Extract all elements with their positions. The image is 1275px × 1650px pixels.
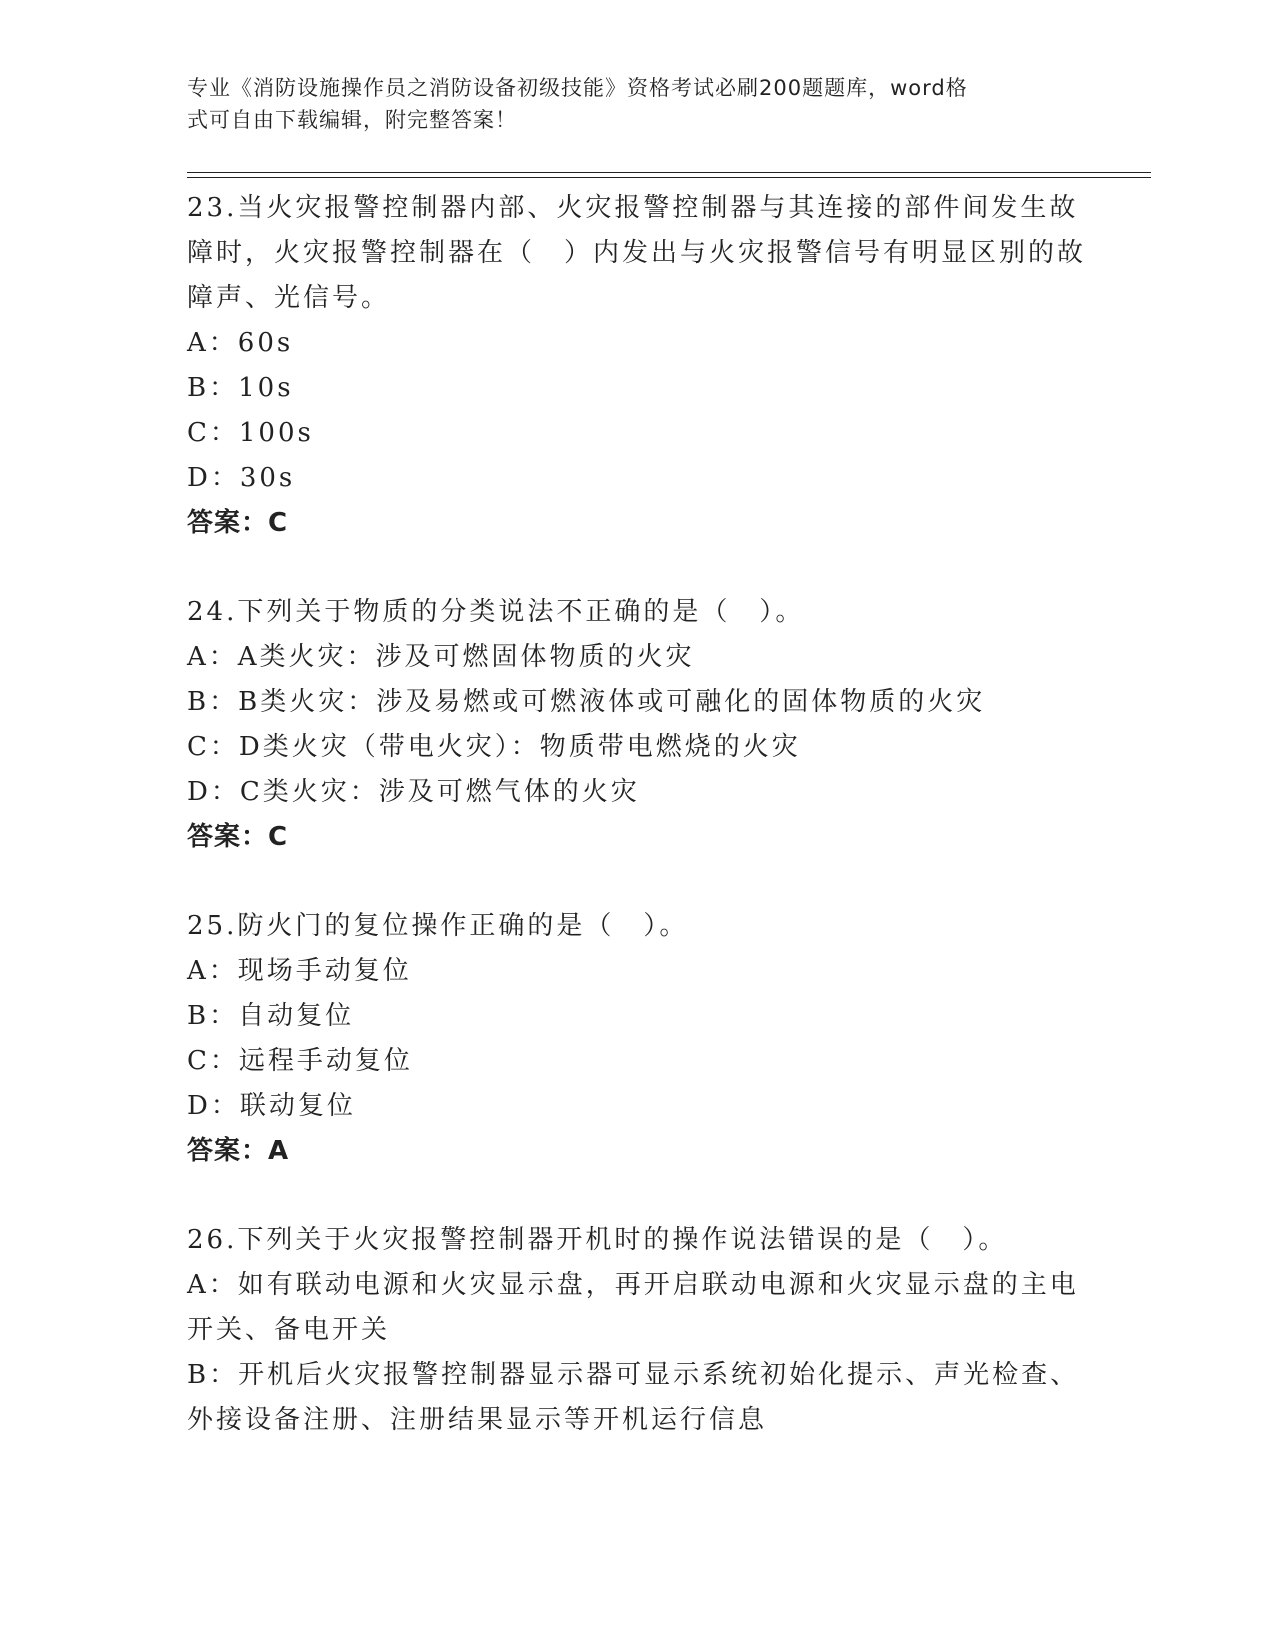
header-divider-top bbox=[187, 172, 1151, 173]
option-b: B：B类火灾：涉及易燃或可燃液体或可融化的固体物质的火灾 bbox=[187, 687, 986, 717]
question-25 bbox=[187, 904, 1087, 1174]
header-line-2: 式可自由下载编辑，附完整答案！ bbox=[187, 108, 517, 132]
answer: 答案：A bbox=[187, 1136, 290, 1166]
option-c: C：100s bbox=[187, 418, 314, 448]
question-24 bbox=[187, 590, 1087, 860]
question-text: 26.下列关于火灾报警控制器开机时的操作说法错误的是（ ）。 bbox=[187, 1225, 1008, 1255]
option-b: B：10s bbox=[187, 373, 294, 403]
question-list bbox=[187, 186, 1087, 1487]
option-b: B：开机后火灾报警控制器显示器可显示系统初始化提示、声光检查、外接设备注册、注册结果显示等开机运行信息 bbox=[187, 1360, 1080, 1435]
option-d: D：C类火灾：涉及可燃气体的火灾 bbox=[187, 777, 640, 807]
option-c: C：D类火灾（带电火灾）：物质带电燃烧的火灾 bbox=[187, 732, 801, 762]
document-header bbox=[187, 72, 1067, 136]
option-c: C：远程手动复位 bbox=[187, 1046, 413, 1076]
question-text: 24.下列关于物质的分类说法不正确的是（ ）。 bbox=[187, 597, 805, 627]
question-23 bbox=[187, 186, 1087, 546]
answer: 答案：C bbox=[187, 822, 289, 852]
answer: 答案：C bbox=[187, 508, 289, 538]
option-a: A：60s bbox=[187, 328, 294, 358]
option-a: A：如有联动电源和火灾显示盘，再开启联动电源和火灾显示盘的主电开关、备电开关 bbox=[187, 1270, 1079, 1345]
option-a: A：现场手动复位 bbox=[187, 956, 412, 986]
question-text: 23.当火灾报警控制器内部、火灾报警控制器与其连接的部件间发生故障时，火灾报警控制器在（ ）内发出与火灾报警信号有明显区别的故障声、光信号。 bbox=[187, 193, 1087, 313]
header-divider-bottom bbox=[187, 177, 1151, 178]
question-26 bbox=[187, 1218, 1087, 1443]
option-d: D：30s bbox=[187, 463, 296, 493]
option-d: D：联动复位 bbox=[187, 1091, 356, 1121]
question-text: 25.防火门的复位操作正确的是（ ）。 bbox=[187, 911, 689, 941]
option-b: B：自动复位 bbox=[187, 1001, 355, 1031]
option-a: A：A类火灾：涉及可燃固体物质的火灾 bbox=[187, 642, 695, 672]
header-line-1: 专业《消防设施操作员之消防设备初级技能》资格考试必刷200题题库，word格 bbox=[187, 76, 968, 100]
